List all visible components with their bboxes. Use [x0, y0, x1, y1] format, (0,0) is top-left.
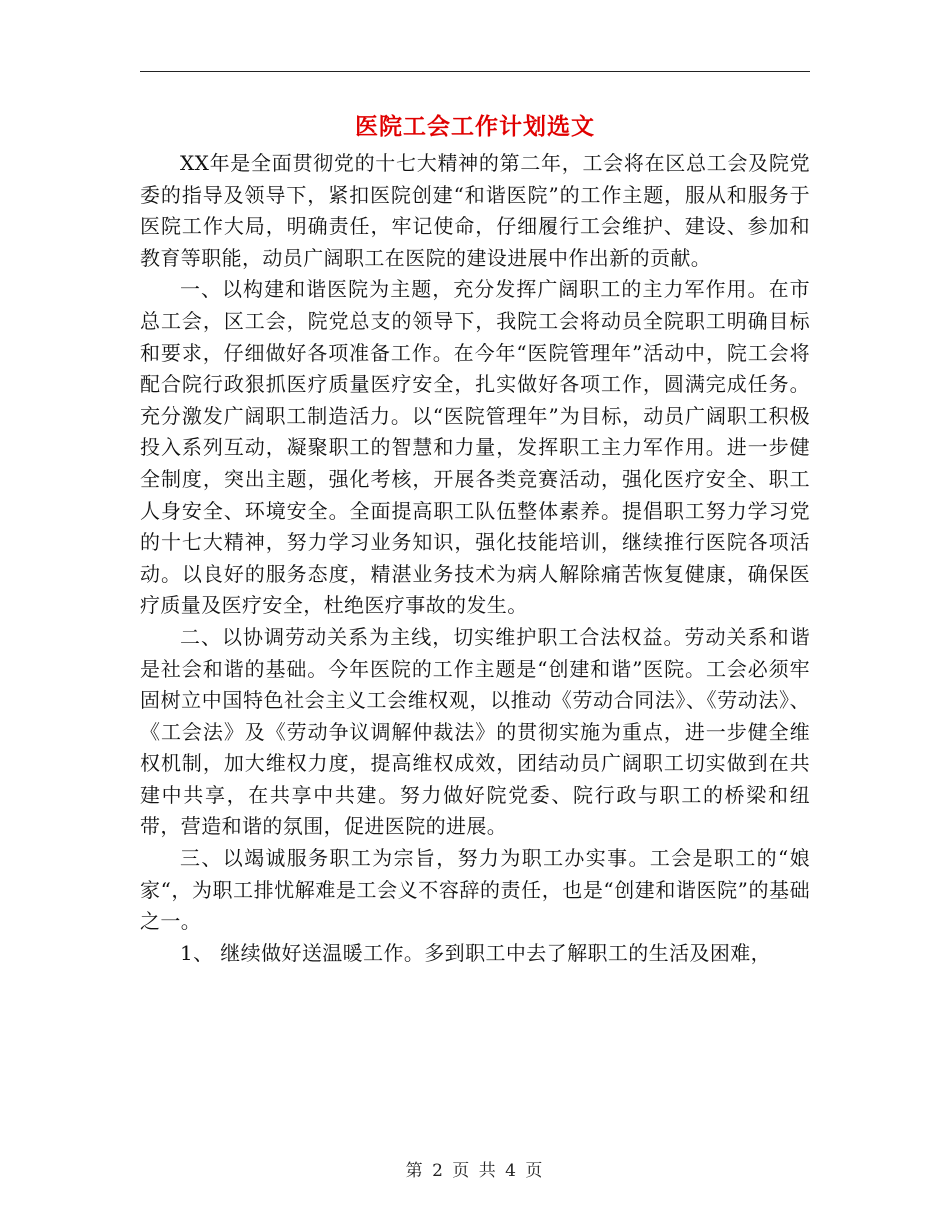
document-body: [140, 148, 810, 969]
paragraph-section-three: 三、以竭诚服务职工为宗旨，努力为职工办实事。工会是职工的“娘家“，为职工排忧解难是工会义不容辞的责任，也是“创建和谐医院”的基础之一。: [140, 846, 810, 934]
page-number-footer: 第 2 页 共 4 页: [405, 1161, 545, 1181]
paragraph-section-one: 一、以构建和谐医院为主题，充分发挥广阔职工的主力军作用。在市总工会，区工会，院党总支的领导下，我院工会将动员全院职工明确目标和要求，仔细做好各项准备工作。在今年“医院管理年”活动中，院工会将配合院行政狠抓医疗质量医疗安全，扎实做好各项工作，圆满完成任务。充分激发广阔职工制造活力。以“医院管理年”为目标，动员广阔职工积极投入系列互动，凝聚职工的智慧和力量，发挥职工主力军作用。进一步健全制度，突出主题，强化考核，开展各类竞赛活动，强化医疗安全、职工人身安全、环境安全。全面提高职工队伍整体素养。提倡职工努力学习党的十七大精神，努力学习业务知识，强化技能培训，继续推行医院各项活动。以良好的服务态度，精湛业务技术为病人解除痛苦恢复健康，确保医疗质量及医疗安全，杜绝医疗事故的发生。: [140, 277, 810, 618]
paragraph-intro: XX年是全面贯彻党的十七大精神的第二年，工会将在区总工会及院党委的指导及领导下，紧扣医院创建“和谐医院”的工作主题，服从和服务于医院工作大局，明确责任，牢记使命，仔细履行工会维护、建设、参加和教育等职能，动员广阔职工在医院的建设进展中作出新的贡献。: [140, 151, 810, 270]
header-rule: [140, 71, 810, 72]
paragraph-section-two: 二、以协调劳动关系为主线，切实维护职工合法权益。劳动关系和谐是社会和谐的基础。今年医院的工作主题是“创建和谐”医院。工会必须牢固树立中国特色社会主义工会维权观，以推动《劳动合同法》、《劳动法》、《工会法》及《劳动争议调解仲裁法》的贯彻实施为重点，进一步健全维权机制，加大维权力度，提高维权成效，团结动员广阔职工切实做到在共建中共享，在共享中共建。努力做好院党委、院行政与职工的桥梁和纽带，营造和谐的氛围，促进医院的进展。: [140, 624, 810, 839]
paragraph-item-one: 1、 继续做好送温暖工作。多到职工中去了解职工的生活及困难，: [180, 940, 772, 965]
document-title: 医院工会工作计划选文: [355, 113, 595, 140]
